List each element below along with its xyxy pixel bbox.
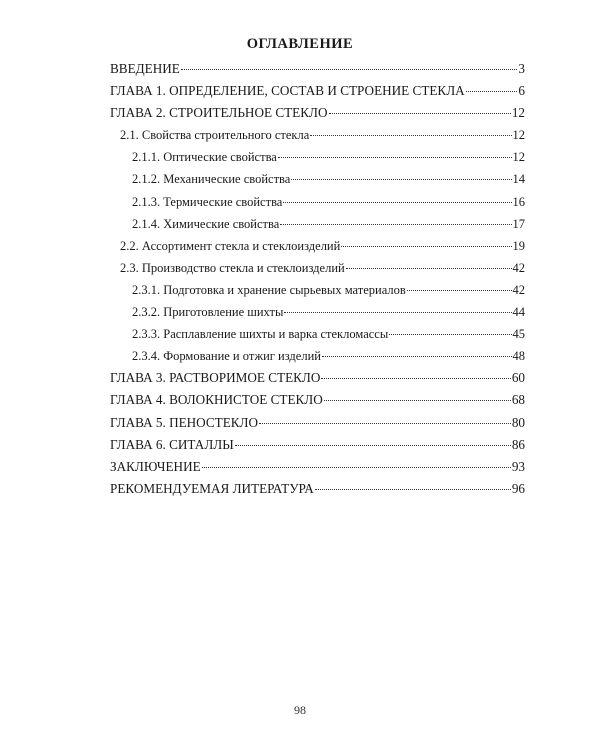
- toc-entry-page: 48: [512, 349, 525, 364]
- toc-dot-leader: [315, 481, 511, 490]
- toc-entry-page: 42: [512, 282, 525, 297]
- toc-entry-page: 17: [512, 216, 525, 231]
- toc-entry-title: 2.3.2. Приготовление шихты: [132, 305, 284, 320]
- toc-entry-page: 80: [511, 414, 525, 430]
- toc-entry-page: 44: [512, 305, 525, 320]
- toc-entry: [110, 80, 525, 102]
- toc-entry: [110, 213, 525, 235]
- toc-entry: [110, 412, 525, 434]
- toc-dot-leader: [322, 348, 512, 357]
- toc-dot-leader: [283, 194, 511, 203]
- page-title: ОГЛАВЛЕНИЕ: [246, 36, 354, 52]
- toc-entry-title: 2.1. Свойства строительного стекла: [120, 128, 310, 143]
- toc-entry-page: 42: [512, 260, 525, 275]
- toc-entry-page: 14: [512, 172, 525, 187]
- toc-entry: [110, 345, 525, 367]
- toc-dot-leader: [280, 216, 511, 225]
- toc-entry-title: ГЛАВА 2. СТРОИТЕЛЬНОЕ СТЕКЛО: [110, 105, 328, 121]
- toc-dot-leader: [389, 326, 511, 335]
- toc-entry-page: 60: [511, 370, 525, 386]
- toc-entry-title: 2.3.3. Расплавление шихты и варка стекломассы: [132, 327, 389, 342]
- toc-dot-leader: [346, 260, 512, 269]
- toc-entry-title: 2.2. Ассортимент стекла и стеклоизделий: [120, 238, 341, 253]
- toc-entry-title: ГЛАВА 3. РАСТВОРИМОЕ СТЕКЛО: [110, 370, 321, 386]
- toc-entry-title: 2.3.4. Формование и отжиг изделий: [132, 349, 321, 364]
- toc-entry: [110, 323, 525, 345]
- toc-entry: [110, 478, 525, 500]
- toc-entry-title: РЕКОМЕНДУЕМАЯ ЛИТЕРАТУРА: [110, 480, 314, 496]
- toc-entry: [110, 124, 525, 146]
- toc-dot-leader: [329, 105, 511, 114]
- toc-entry-title: 2.1.2. Механические свойства: [132, 172, 291, 187]
- toc-entry-page: 12: [511, 105, 525, 121]
- toc-entry-title: ЗАКЛЮЧЕНИЕ: [110, 458, 201, 474]
- toc-entry: [110, 434, 525, 456]
- toc-entry-page: 6: [518, 83, 525, 99]
- toc-entry: [110, 191, 525, 213]
- toc-entry-page: 93: [511, 458, 525, 474]
- toc-entry: [110, 301, 525, 323]
- toc-entry-title: 2.3. Производство стекла и стеклоизделий: [120, 260, 345, 275]
- toc-dot-leader: [466, 83, 518, 92]
- toc-entry: [110, 389, 525, 411]
- toc-dot-leader: [310, 127, 511, 136]
- toc-entry-page: 45: [512, 327, 525, 342]
- toc-entry: [110, 235, 525, 257]
- toc-entry-page: 86: [511, 436, 525, 452]
- toc-dot-leader: [341, 238, 511, 247]
- toc-dot-leader: [259, 415, 511, 424]
- toc-entry-page: 96: [511, 480, 525, 496]
- toc-entry-page: 12: [512, 128, 525, 143]
- toc-entry: [110, 102, 525, 124]
- toc-entry-page: 19: [512, 238, 525, 253]
- toc-entry-title: 2.1.1. Оптические свойства: [132, 150, 277, 165]
- toc-entry: [110, 168, 525, 190]
- toc-entry-title: ВВЕДЕНИЕ: [110, 61, 180, 76]
- toc-dot-leader: [324, 392, 511, 401]
- toc-dot-leader: [181, 61, 518, 70]
- toc-dot-leader: [235, 437, 511, 446]
- toc-entry-page: 12: [512, 150, 525, 165]
- toc-entry: [110, 279, 525, 301]
- toc-dot-leader: [202, 459, 511, 468]
- toc-dot-leader: [291, 171, 511, 180]
- toc-entry-page: 68: [511, 392, 525, 408]
- page-number: 98: [294, 703, 306, 717]
- toc-entry: [110, 456, 525, 478]
- toc-entry-title: ГЛАВА 5. ПЕНОСТЕКЛО: [110, 414, 259, 430]
- toc-entry-title: ГЛАВА 1. ОПРЕДЕЛЕНИЕ, СОСТАВ И СТРОЕНИЕ СТЕКЛА: [110, 83, 465, 99]
- toc-entry-title: 2.3.1. Подготовка и хранение сырьевых материалов: [132, 282, 406, 297]
- toc-entry-page: 3: [518, 61, 525, 76]
- toc-entry-page: 16: [512, 194, 525, 209]
- toc-entry-title: 2.1.3. Термические свойства: [132, 194, 283, 209]
- toc-entry: [110, 58, 525, 80]
- toc-entry: [110, 146, 525, 168]
- toc-entry-title: 2.1.4. Химические свойства: [132, 216, 280, 231]
- toc-entry: [110, 367, 525, 389]
- toc-dot-leader: [321, 370, 510, 379]
- table-of-contents: [110, 58, 525, 500]
- toc-dot-leader: [284, 304, 511, 313]
- toc-dot-leader: [407, 282, 512, 291]
- toc-entry: [110, 257, 525, 279]
- toc-entry-title: ГЛАВА 4. ВОЛОКНИСТОЕ СТЕКЛО: [110, 392, 323, 408]
- toc-dot-leader: [278, 149, 512, 158]
- toc-entry-title: ГЛАВА 6. СИТАЛЛЫ: [110, 436, 234, 452]
